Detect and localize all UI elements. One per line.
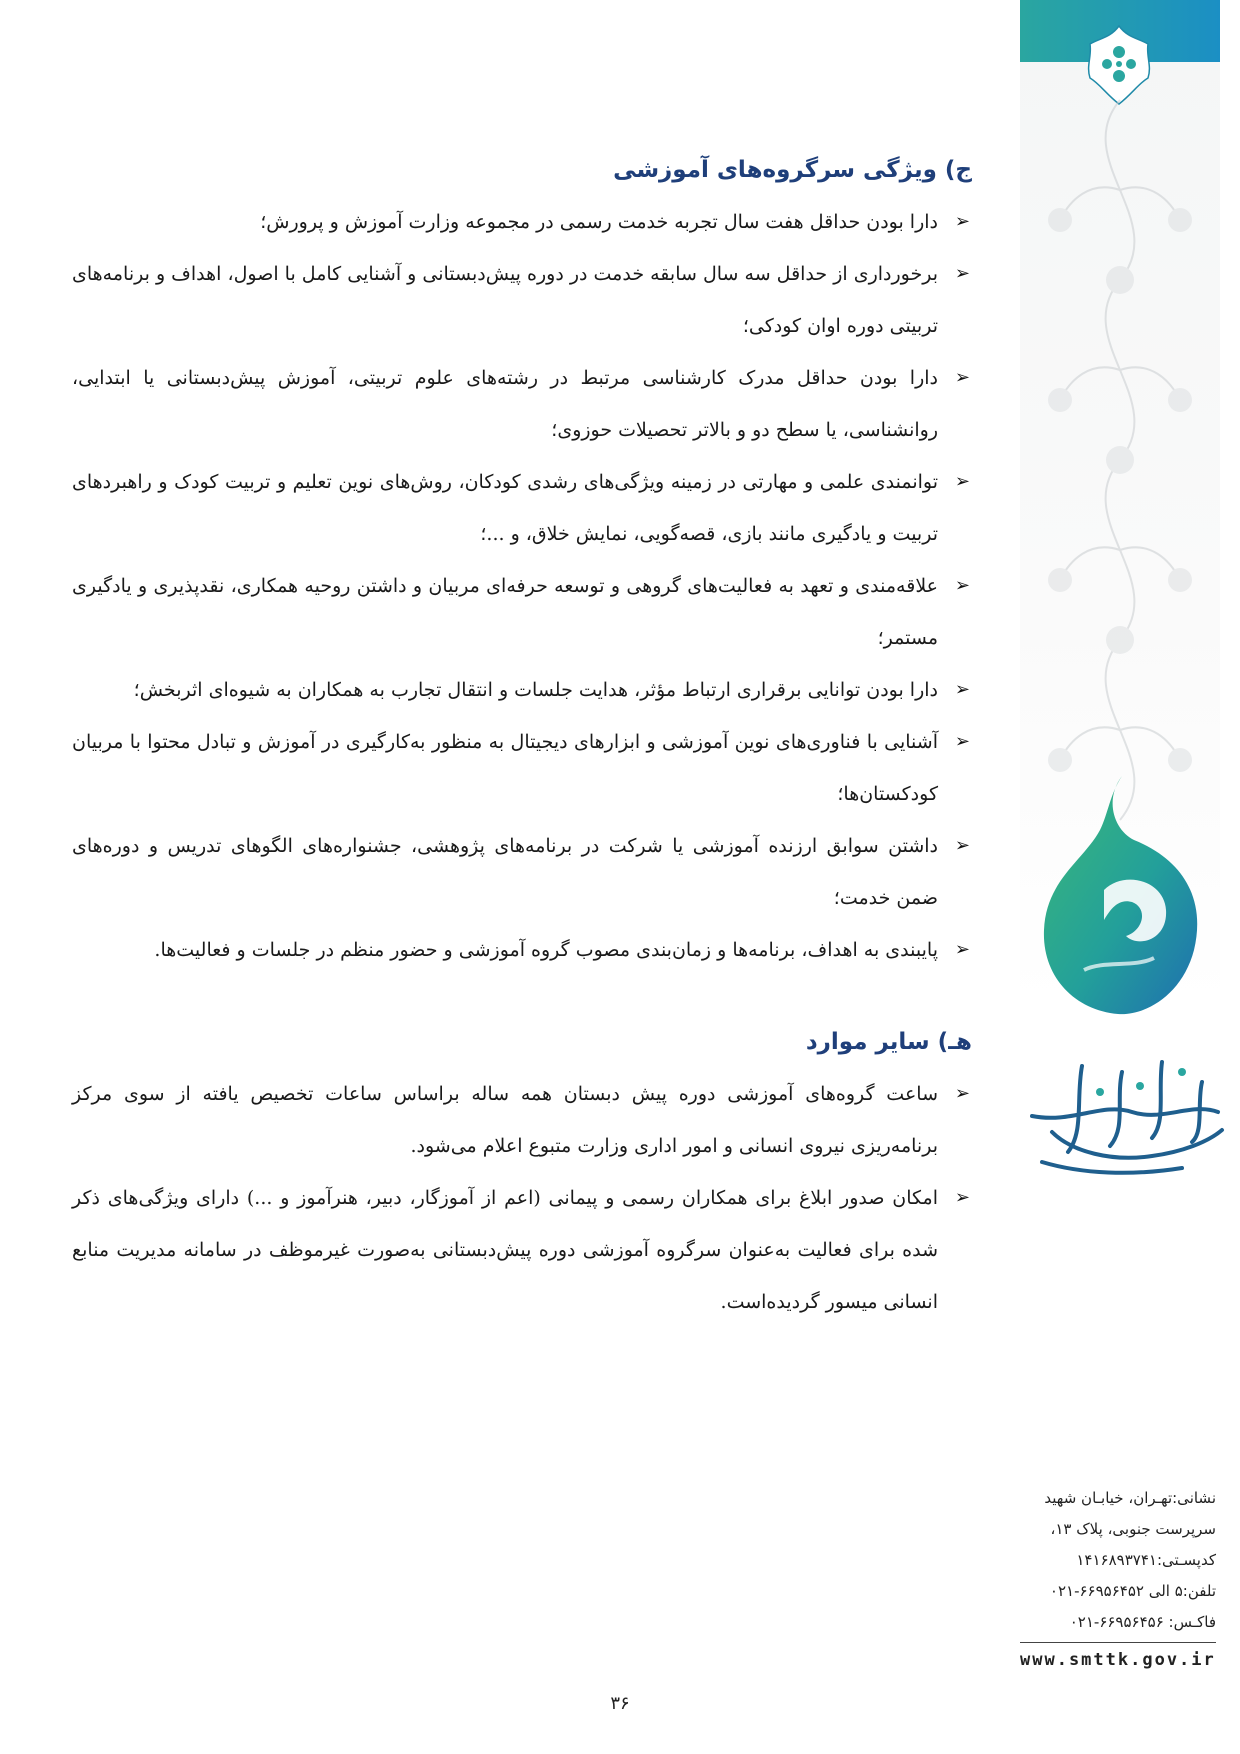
list-item: ➢ آشنایی با فناوری‌های نوین آموزشی و ابزارهای دیجیتال به منظور به‌کارگیری در آموزش و تبادل محتوا با مربیان کودکستان‌ها؛: [72, 716, 972, 820]
section-c-heading: ج) ویژگی سرگروه‌های آموزشی: [613, 157, 972, 183]
address-line: نشانی:تهـران، خیابـان شهید: [1044, 1489, 1216, 1507]
list-item: ➢ دارا بودن حداقل مدرک کارشناسی مرتبط در رشته‌های علوم تربیتی، آموزش پیش‌دبستانی یا ابتدایی، روانشناسی، یا سطح دو و بالاتر تحصیلات حوزوی؛: [72, 352, 972, 456]
arrow-bullet-icon: ➢: [954, 211, 970, 232]
arrow-bullet-icon: ➢: [954, 471, 970, 492]
list-item: ➢ برخورداری از حداقل سه سال سابقه خدمت در دوره پیش‌دبستانی و آشنایی کامل با اصول، اهداف و برنامه‌های تربیتی دوره اوان کودکی؛: [72, 248, 972, 352]
arrow-bullet-icon: ➢: [954, 575, 970, 596]
arrow-bullet-icon: ➢: [954, 835, 970, 856]
list-item: ➢ امکان صدور ابلاغ برای همکاران رسمی و پیمانی (اعم از آموزگار، دبیر، هنرآموز و ...) دارای ویژگی‌های ذکر شده برای فعالیت به‌عنوان سرگروه آموزشی دوره پیش‌دبستانی به‌صورت غیرموظف در سامانه مدیریت منابع انسانی میسور گردیده‌است.: [72, 1172, 972, 1328]
arrow-bullet-icon: ➢: [954, 367, 970, 388]
arrow-bullet-icon: ➢: [954, 679, 970, 700]
page-number: ۳۶: [610, 1693, 630, 1714]
drop-logo-icon: [1034, 770, 1210, 1020]
postal-code-line: کدپسـتی:۱۴۱۶۸۹۳۷۴۱: [1076, 1551, 1216, 1569]
section-h-heading: هـ) سایر موارد: [805, 1029, 972, 1055]
list-item: ➢ دارا بودن توانایی برقراری ارتباط مؤثر، هدایت جلسات و انتقال تجارب به همکاران به شیوه‌ای اثربخش؛: [72, 664, 972, 716]
website-link[interactable]: www.smttk.gov.ir: [1020, 1642, 1216, 1676]
section-c-list: [72, 196, 972, 976]
arrow-bullet-icon: ➢: [954, 939, 970, 960]
phone-line: تلفن:۵ الی ۶۶۹۵۶۴۵۲-۰۲۱: [1049, 1582, 1216, 1600]
list-item: ➢ ساعت گروه‌های آموزشی دوره پیش دبستان همه ساله براساس ساعات تخصیص یافته از سوی مرکز برنامه‌ریزی نیروی انسانی و امور اداری وزارت متبوع اعلام می‌شود.: [72, 1068, 972, 1172]
arrow-bullet-icon: ➢: [954, 1187, 970, 1208]
document-body: [72, 150, 972, 1328]
list-item: ➢ دارا بودن حداقل هفت سال تجربه خدمت رسمی در مجموعه وزارت آموزش و پرورش؛: [72, 196, 972, 248]
list-item: ➢ توانمندی علمی و مهارتی در زمینه ویژگی‌های رشدی کودکان، روش‌های نوین تعلیم و تربیت کودک و راهبردهای تربیت و یادگیری مانند بازی، قصه‌گویی، نمایش خلاق، و ...؛: [72, 456, 972, 560]
list-item: ➢ پایبندی به اهداف، برنامه‌ها و زمان‌بندی مصوب گروه آموزشی و حضور منظم در جلسات و فعالیت‌ها.: [72, 924, 972, 976]
list-item: ➢ داشتن سوابق ارزنده آموزشی یا شرکت در برنامه‌های پژوهشی، جشنواره‌های الگوهای تدریس و دوره‌های ضمن خدمت؛: [72, 820, 972, 924]
arrow-bullet-icon: ➢: [954, 731, 970, 752]
arrow-bullet-icon: ➢: [954, 263, 970, 284]
arrow-bullet-icon: ➢: [954, 1083, 970, 1104]
fax-line: فاکـس: ۶۶۹۵۶۴۵۶-۰۲۱: [1069, 1613, 1216, 1631]
org-calligraphy-logo: [1012, 1042, 1228, 1192]
section-h-list: [72, 1068, 972, 1328]
list-item: ➢ علاقه‌مندی و تعهد به فعالیت‌های گروهی و توسعه حرفه‌ای مربیان و داشتن روحیه همکاری، نقدپذیری و یادگیری مستمر؛: [72, 560, 972, 664]
contact-address-block: [1020, 1483, 1216, 1676]
address-line: سرپرست جنوبی، پلاک ۱۳،: [1050, 1520, 1216, 1538]
